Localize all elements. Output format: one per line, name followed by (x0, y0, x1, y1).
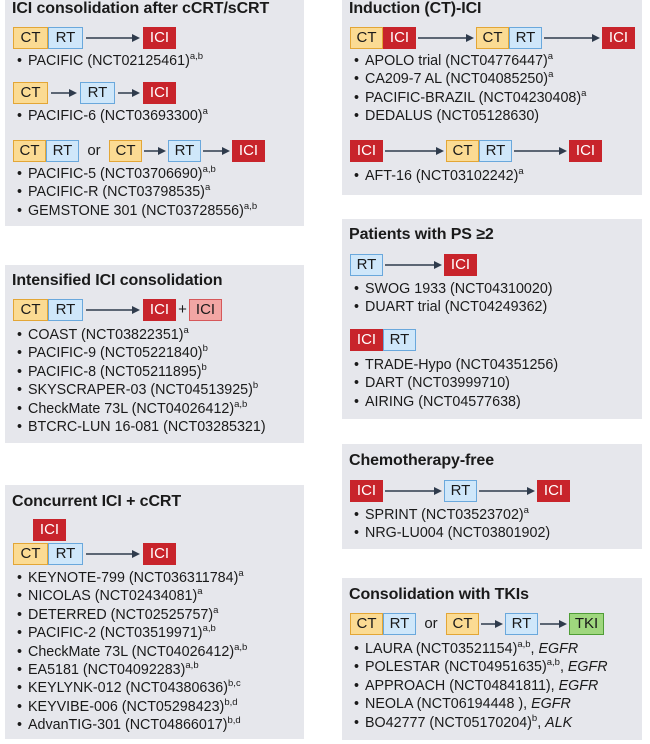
plus-label: + (178, 301, 187, 318)
trial-item (17, 661, 247, 679)
panel-title: Consolidation with TKIs (349, 586, 529, 603)
flow-ct-rt-or-ct-rt-ici (13, 140, 283, 162)
trial-name: AFT-16 (NCT03102242) (365, 168, 519, 184)
trial-name: LAURA (NCT03521154) (365, 641, 518, 657)
flow-ct-ici-ct-rt-ici (350, 27, 640, 49)
trial-name: PACIFIC (NCT02125461) (28, 53, 190, 69)
flow-ct-rt-ici-plus-ici (13, 299, 253, 321)
rt-box: RT (383, 329, 416, 351)
trial-item (17, 418, 266, 436)
trial-name: PACIFIC-9 (NCT05221840) (28, 345, 203, 362)
gene-label: ALK (545, 714, 573, 731)
trial-item (17, 587, 247, 605)
arrow-icon (481, 619, 503, 629)
trial-list (17, 52, 203, 70)
trial-name: APPROACH (NCT04841811), (365, 677, 559, 694)
trial-item (17, 326, 266, 344)
ct-box: CT (476, 27, 509, 49)
trial-name: EA5181 (NCT04092283) (28, 662, 186, 679)
arrow-icon (203, 146, 230, 156)
rt-box: RT (383, 613, 416, 635)
ct-box: CT (13, 299, 48, 321)
footnote-marker: a (518, 166, 524, 178)
trial-name: KEYVIBE-006 (NCT05298423) (28, 698, 225, 715)
trial-name: PACIFIC-BRAZIL (NCT04230408) (365, 89, 582, 106)
trial-item (17, 679, 247, 697)
trial-item (17, 569, 247, 587)
arrow-icon (144, 146, 166, 156)
or-label: or (424, 615, 438, 632)
gene-label: EGFR (567, 659, 608, 676)
ici-box: ICI (350, 329, 383, 351)
ct-box: CT (13, 140, 46, 162)
panel-induction-ici (342, 0, 642, 195)
ici-box: ICI (602, 27, 635, 49)
trial-item (354, 714, 608, 732)
panel-title: Chemotherapy-free (349, 452, 495, 469)
trial-item (17, 643, 247, 661)
trial-name: TRADE-Hypo (NCT04351256) (365, 357, 559, 373)
trial-item (17, 381, 266, 399)
ici-box: ICI (143, 299, 176, 321)
trial-item (354, 506, 550, 524)
trial-name: NRG-LU004 (NCT03801902) (365, 525, 551, 542)
trial-list (354, 52, 586, 126)
flow-ici-rt-ici (350, 480, 600, 502)
trial-list (354, 356, 558, 411)
ici-box: ICI (537, 480, 570, 502)
trial-name: BTCRC-LUN 16-081 (NCT03285321) (28, 419, 266, 436)
panel-ps2 (342, 219, 642, 419)
ici-box: ICI (33, 519, 66, 541)
footnote-marker: a (204, 182, 211, 194)
trial-name: PACIFIC-R (NCT03798535) (28, 184, 205, 201)
gene-label: EGFR (538, 641, 579, 657)
ici-box: ICI (143, 82, 176, 104)
ct-box: CT (13, 82, 48, 104)
trial-name: DEDALUS (NCT05128630) (365, 108, 540, 125)
footnote-marker: a (523, 505, 529, 517)
flow-ct-rt-ici (13, 27, 193, 49)
trial-name: GEMSTONE 301 (NCT03728556) (28, 202, 244, 219)
trial-name: DETERRED (NCT02525757) (28, 606, 214, 623)
trial-item (354, 107, 586, 125)
footnote-marker: a,b (202, 623, 216, 635)
trial-item (17, 624, 247, 642)
trial-name: COAST (NCT03822351) (28, 327, 184, 343)
separator: , (559, 659, 568, 676)
trial-item (354, 640, 608, 658)
panel-title: Induction (CT)-ICI (349, 0, 482, 17)
panel-chemotherapy-free (342, 444, 642, 549)
trial-name: CheckMate 73L (NCT04026412) (28, 400, 235, 417)
panel-consolidation-tkis (342, 578, 642, 740)
trial-item (354, 298, 553, 316)
arrow-icon (118, 88, 140, 98)
ici-box: ICI (350, 480, 383, 502)
ici-light-box: ICI (189, 299, 222, 321)
ici-box: ICI (350, 140, 383, 162)
footnote-marker: a,b (185, 660, 199, 672)
trial-name: AdvanTIG-301 (NCT04866017) (28, 717, 228, 734)
gene-label: EGFR (558, 677, 599, 694)
ct-box: CT (350, 613, 383, 635)
trial-item (17, 363, 266, 381)
trial-item (354, 356, 558, 374)
footnote-marker: a (213, 605, 219, 617)
arrow-icon (479, 486, 535, 496)
trial-name: SKYSCRAPER-03 (NCT04513925) (28, 382, 253, 399)
arrow-icon (86, 549, 140, 559)
ct-box: CT (13, 27, 48, 49)
footnote-marker: a,b (189, 51, 204, 63)
trial-item (354, 374, 558, 392)
arrow-icon (418, 33, 474, 43)
rt-box: RT (444, 480, 477, 502)
or-label: or (87, 142, 101, 159)
trial-item (17, 606, 247, 624)
ct-box: CT (350, 27, 383, 49)
trial-name: APOLO trial (NCT04776447) (365, 53, 548, 69)
trial-item (17, 698, 247, 716)
ici-box: ICI (232, 140, 265, 162)
trial-name: POLESTAR (NCT04951635) (365, 659, 547, 676)
trial-list (354, 280, 553, 317)
footnote-marker: a,b (234, 398, 248, 410)
rt-box: RT (48, 27, 83, 49)
ici-box: ICI (143, 543, 176, 565)
trial-list (354, 506, 550, 543)
panel-intensified-ici (5, 265, 304, 443)
flow-concurrent-ici-ct-rt (13, 521, 213, 565)
arrow-icon (540, 619, 567, 629)
ct-box: CT (109, 140, 142, 162)
gene-label: EGFR (531, 696, 571, 713)
ct-box: CT (446, 613, 479, 635)
rt-box: RT (46, 140, 79, 162)
flow-ct-then-rt-ici (13, 82, 193, 104)
footnote-marker: a,b (517, 639, 531, 651)
footnote-marker: a (183, 325, 189, 337)
footnote-marker: b,d (227, 715, 241, 727)
rt-box: RT (48, 299, 83, 321)
trial-list (17, 569, 247, 735)
arrow-icon (514, 146, 567, 156)
trial-list (354, 167, 524, 185)
trial-name: PACIFIC-5 (NCT03706690) (28, 166, 203, 182)
trial-list (17, 165, 257, 220)
trial-item (354, 280, 553, 298)
trial-list (17, 107, 208, 125)
footnote-marker: a (197, 586, 203, 598)
footnote-marker: b (531, 712, 538, 724)
footnote-marker: a (581, 88, 587, 100)
tki-box: TKI (569, 613, 604, 635)
trial-item (354, 70, 586, 88)
footnote-marker: a,b (546, 657, 560, 669)
footnote-marker: b,d (224, 697, 238, 709)
trial-name: DART (NCT03999710) (365, 375, 510, 392)
trial-item (17, 165, 257, 183)
trial-item (17, 400, 266, 418)
ct-box: CT (13, 543, 48, 565)
trial-item (17, 202, 257, 220)
flow-ici-ct-rt-ici (350, 140, 640, 162)
trial-name: PACIFIC-6 (NCT03693300) (28, 108, 203, 124)
arrow-icon (385, 260, 442, 270)
arrow-icon (86, 305, 140, 315)
footnote-marker: a,b (234, 641, 248, 653)
footnote-marker: b (252, 380, 259, 392)
flow-rt-ici (350, 254, 550, 276)
footnote-marker: b (202, 343, 208, 355)
rt-box: RT (168, 140, 201, 162)
trial-item (354, 393, 558, 411)
trial-name: SPRINT (NCT03523702) (365, 507, 524, 523)
trial-name: PACIFIC-2 (NCT03519971) (28, 625, 203, 642)
footnote-marker: a,b (202, 164, 216, 176)
panel-title: Patients with PS ≥2 (349, 226, 494, 243)
ct-box: CT (446, 140, 479, 162)
rt-box: RT (350, 254, 383, 276)
footnote-marker: b (201, 362, 207, 374)
trial-item (17, 716, 247, 734)
trial-item (354, 167, 524, 185)
trial-name: KEYNOTE-799 (NCT036311784) (28, 570, 239, 586)
trial-item (17, 52, 203, 70)
panel-title: Concurrent ICI + cCRT (12, 493, 182, 510)
trial-name: NEOLA (NCT06194448 ), (365, 696, 532, 713)
footnote-marker: a (202, 106, 208, 118)
arrow-icon (385, 146, 444, 156)
flow-ct-rt-or-ct-rt-tki (350, 613, 640, 635)
trial-item (17, 344, 266, 362)
separator: , (530, 641, 539, 657)
arrow-icon (544, 33, 600, 43)
rt-box: RT (509, 27, 542, 49)
ici-box: ICI (444, 254, 477, 276)
trial-item (17, 183, 257, 201)
trial-item (354, 695, 608, 713)
trial-list (17, 326, 266, 436)
trial-name: DUART trial (NCT04249362) (365, 299, 548, 316)
trial-name: NICOLAS (NCT02434081) (28, 588, 198, 605)
trial-item (354, 89, 586, 107)
footnote-marker: a (238, 568, 244, 580)
ici-box: ICI (383, 27, 416, 49)
separator: , (537, 714, 546, 731)
trial-item (354, 524, 550, 542)
trial-list (354, 640, 608, 732)
panel-concurrent-ici (5, 485, 304, 739)
footnote-marker: a (548, 69, 554, 81)
trial-name: AIRING (NCT04577638) (365, 393, 521, 410)
arrow-icon (86, 33, 140, 43)
panel-title: Intensified ICI consolidation (12, 272, 223, 289)
arrow-icon (51, 88, 77, 98)
footnote-marker: a,b (243, 201, 258, 213)
rt-box: RT (48, 543, 83, 565)
trial-item (354, 52, 586, 70)
panel-title: ICI consolidation after cCRT/sCRT (12, 0, 270, 17)
footnote-marker: b,c (228, 678, 241, 690)
footnote-marker: a (547, 51, 554, 63)
panel-ici-consolidation (5, 0, 304, 226)
trial-name: CA209-7 AL (NCT04085250) (365, 71, 549, 88)
trial-item (354, 658, 608, 676)
rt-box: RT (80, 82, 115, 104)
trial-item (17, 107, 208, 125)
rt-box: RT (479, 140, 512, 162)
arrow-icon (385, 486, 442, 496)
ici-box: ICI (143, 27, 176, 49)
trial-item (354, 677, 608, 695)
trial-name: SWOG 1933 (NCT04310020) (365, 281, 553, 297)
trial-name: CheckMate 73L (NCT04026412) (28, 643, 235, 660)
rt-box: RT (505, 613, 538, 635)
trial-name: BO42777 (NCT05170204) (365, 714, 532, 731)
flow-ici-rt (350, 329, 450, 351)
ici-box: ICI (569, 140, 602, 162)
trial-name: KEYLYNK-012 (NCT04380636) (28, 680, 229, 697)
trial-name: PACIFIC-8 (NCT05211895) (28, 363, 202, 380)
